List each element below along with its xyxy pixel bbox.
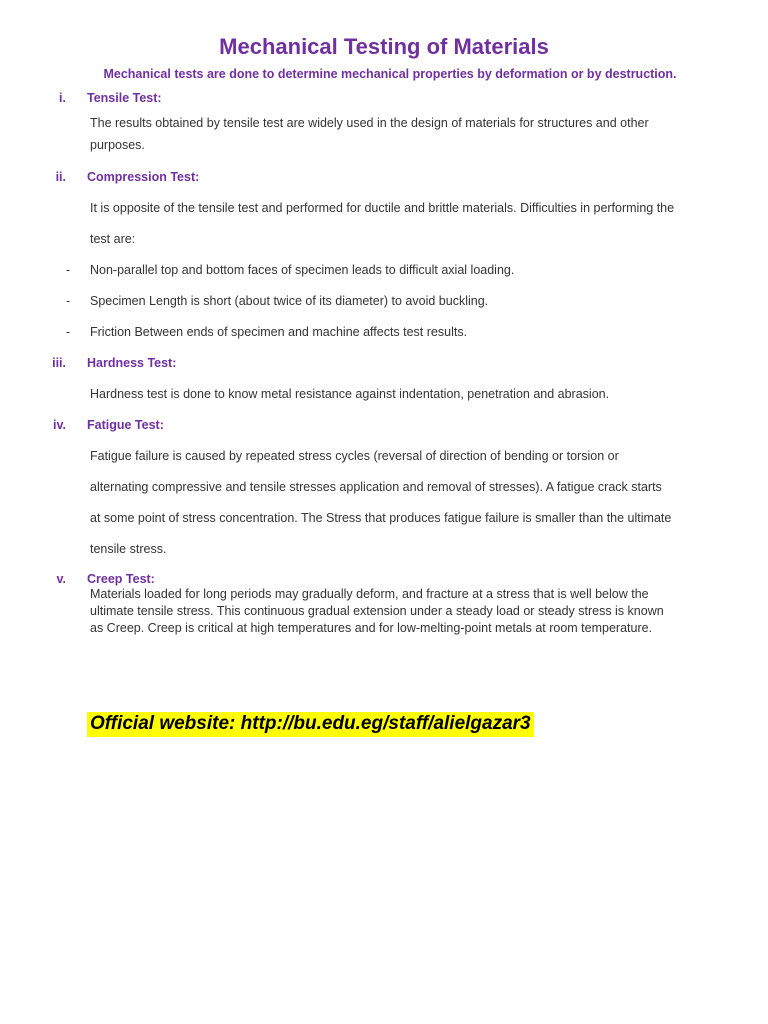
section-number: ii. [55, 170, 66, 184]
bullet-dash: - [66, 294, 71, 308]
section-number: i. [59, 91, 66, 105]
paragraph-line: It is opposite of the tensile test and performed for ductile and brittle materials. Difficulties in performing the [90, 201, 675, 215]
paragraph-line: Fatigue failure is caused by repeated stress cycles (reversal of direction of bending or torsion or [90, 449, 619, 463]
section-number: iv. [53, 418, 66, 432]
list-item-text: Non-parallel top and bottom faces of specimen leads to difficult axial loading. [90, 263, 515, 277]
creep-paragraph: Materials loaded for long periods may gradually deform, and fracture at a stress that is well below the ultimate tensile stress. This continuous gradual extension under a steady load or steady stress is known as Creep. Creep is critical at high temperatures and for low-melting-point metals at room temperature. [90, 587, 664, 635]
paragraph-line: tensile stress. [90, 542, 167, 556]
page-subtitle: Mechanical tests are done to determine mechanical properties by deformation or by destruction. [103, 67, 677, 81]
bullet-dash: - [66, 325, 71, 339]
official-website-link[interactable]: Official website: http://bu.edu.eg/staff/alielgazar3 [87, 712, 534, 737]
section-number: v. [56, 572, 66, 586]
section-title: Creep Test: [87, 572, 155, 586]
paragraph-line: at some point of stress concentration. The Stress that produces fatigue failure is smaller than the ultimate [90, 511, 672, 525]
section-title: Tensile Test: [87, 91, 162, 105]
section-title: Fatigue Test: [87, 418, 164, 432]
paragraph-line: test are: [90, 232, 136, 246]
bullet-dash: - [66, 263, 71, 277]
list-item-text: Friction Between ends of specimen and machine affects test results. [90, 325, 468, 339]
list-item-text: Specimen Length is short (about twice of its diameter) to avoid buckling. [90, 294, 489, 308]
section-title: Hardness Test: [87, 356, 177, 370]
paragraph-line: The results obtained by tensile test are widely used in the design of materials for structures and other [90, 116, 649, 130]
section-number: iii. [52, 356, 66, 370]
paragraph-line: Hardness test is done to know metal resistance against indentation, penetration and abrasion. [90, 387, 610, 401]
section-title: Compression Test: [87, 170, 200, 184]
paragraph-line: purposes. [90, 138, 145, 152]
page-title: Mechanical Testing of Materials [219, 34, 549, 59]
paragraph-line: alternating compressive and tensile stresses application and removal of stresses). A fatigue crack starts [90, 480, 662, 494]
